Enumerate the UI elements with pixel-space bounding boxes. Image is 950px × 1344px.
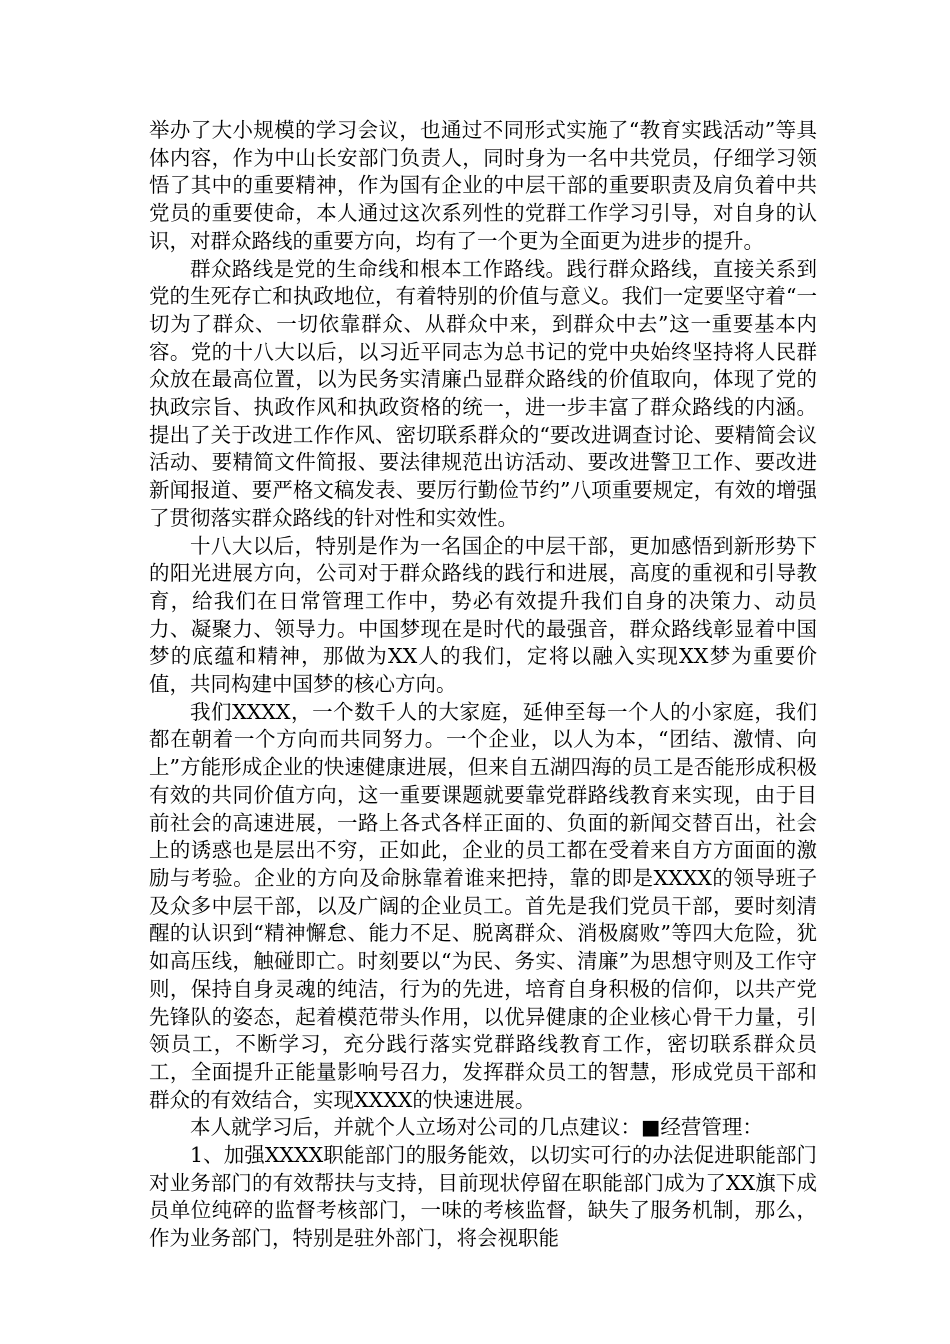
paragraph-mass-line: 群众路线是党的生命线和根本工作路线。践行群众路线，直接关系到党的生死存亡和执政地位，有着特别的价值与意义。我们一定要坚守着“一切为了群众、一切依靠群众、从群众中来，到群众中去”这一重要基本内容。党的十八大以后，以习近平同志为总书记的党中央始终坚持将人民群众放在最高位置，以为民务实清廉凸显群众路线的价值取向，体现了党的执政宗旨、执政作风和执政资格的统一，进一步丰富了群众路线的内涵。提出了关于改进工作作风、密切联系群众的“要改进调查讨论、要精简会议活动、要精简文件简报、要法律规范出访活动、要改进警卫工作、要改进新闻报道、要严格文稿发表、要厉行勤俭节约”八项重要规定，有效的增强了贯彻落实群众路线的针对性和实效性。 [149, 256, 817, 530]
paragraph-eighteenth-congress: 十八大以后，特别是作为一名国企的中层干部，更加感悟到新形势下的阳光进展方向，公司对于群众路线的践行和进展，高度的重视和引导教育，给我们在日常管理工作中，势必有效提升我们自身的决策力、动员力、凝聚力、领导力。中国梦现在是时代的最强音，群众路线彰显着中国梦的底蕴和精神，那做为XX人的我们，定将以融入实现XX梦为重要价值，共同构建中国梦的核心方向。 [149, 533, 817, 697]
paragraph-continuation: 举办了大小规模的学习会议，也通过不同形式实施了“教育实践活动”等具体内容，作为中山长安部门负责人，同时身为一名中共党员，仔细学习领悟了其中的重要精神，作为国有企业的中层干部的重要职责及肩负着中共党员的重要使命，本人通过这次系列性的党群工作学习引导，对自身的认识，对群众路线的重要方向，均有了一个更为全面更为进步的提升。 [149, 118, 817, 253]
paragraph-our-company: 我们XXXX，一个数千人的大家庭，延伸至每一个人的小家庭，我们都在朝着一个方向而共同努力。一个企业，以人为本，“团结、激情、向上”方能形成企业的快速健康进展，但来自五湖四海的员工是否能形成积极有效的共同价值方向，这一重要课题就要靠党群路线教育来实现，由于目前社会的高速进展，一路上各式各样正面的、负面的新闻交替百出，社会上的诱惑也是层出不穷，正如此，企业的员工都在受着来自方方面面的激励与考验。企业的方向及命脉靠着谁来把持，靠的即是XXXX的领导班子及众多中层干部，以及广阔的企业员工。首先是我们党员干部，要时刻清醒的认识到“精神懈怠、能力不足、脱离群众、消极腐败”等四大危险，犹如高压线，触碰即亡。时刻要以“为民、务实、清廉”为思想守则及工作守则，保持自身灵魂的纯洁，行为的先进，培育自身积极的信仰，以共产党先锋队的姿态，起着模范带头作用，以优异健康的企业核心骨干力量，引领员工，不断学习，充分践行落实党群路线教育工作，密切联系群众员工，全面提升正能量影响号召力，发挥群众员工的智慧，形成党员干部和群众的有效结合，实现XXXX的快速进展。 [149, 699, 817, 1112]
document-body [149, 117, 817, 1253]
paragraph-suggestion-1: 1、加强XXXX职能部门的服务能效，以切实可行的办法促进职能部门对业务部门的有效帮扶与支持，目前现状停留在职能部门成为了XX旗下成员单位纯碎的监督考核部门，一味的考核监督，缺失了服务机制，那么，作为业务部门，特别是驻外部门，将会视职能 [149, 1143, 817, 1251]
paragraph-suggestions-intro: 本人就学习后，并就个人立场对公司的几点建议：■经营管理： [190, 1115, 763, 1140]
